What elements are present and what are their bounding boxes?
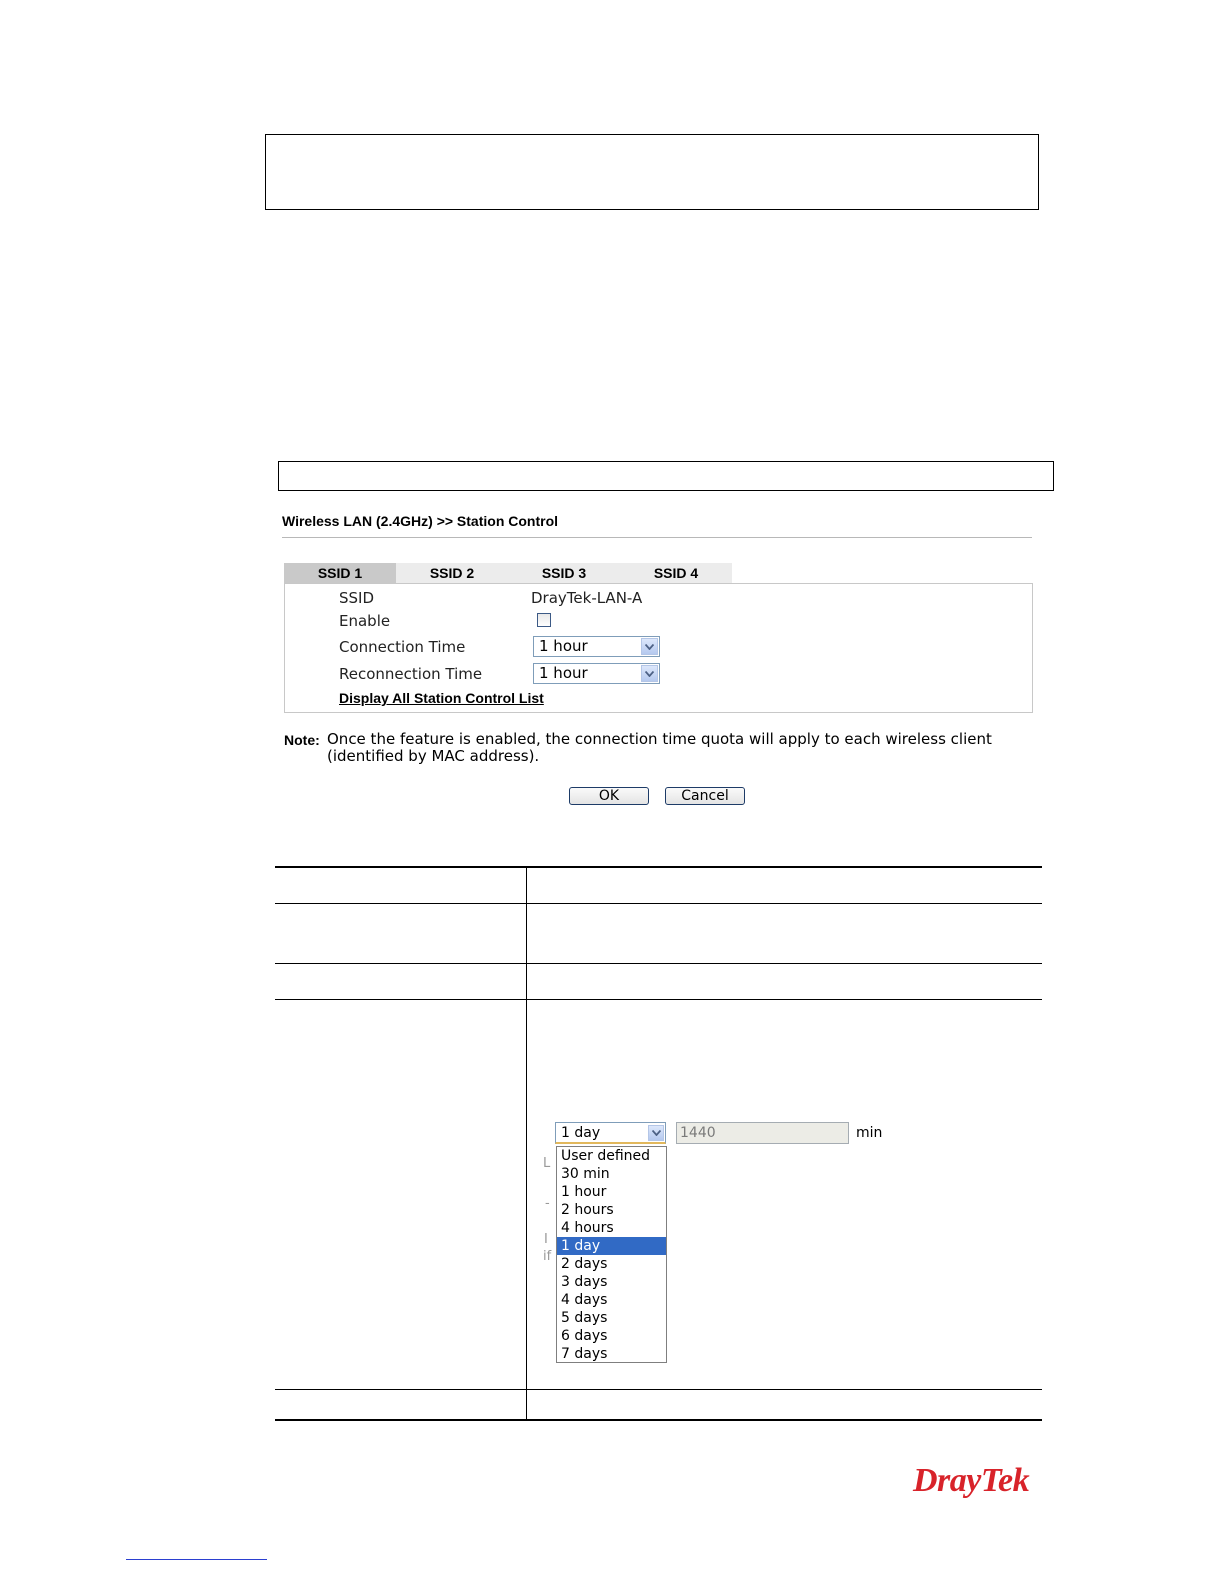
option-1-hour[interactable]: 1 hour [561, 1184, 607, 1200]
note-text: Once the feature is enabled, the connection time quota will apply to each wireless client (identified by MAC address). [327, 730, 992, 765]
option-2-days[interactable]: 2 days [561, 1256, 608, 1272]
option-user-defined[interactable]: User defined [561, 1148, 651, 1164]
obscured-text: if [543, 1249, 552, 1264]
reconnection-time-value: 1 hour [539, 664, 588, 682]
option-5-days[interactable]: 5 days [561, 1310, 608, 1326]
option-4-hours[interactable]: 4 hours [561, 1220, 614, 1236]
time-options-list[interactable] [556, 1146, 667, 1363]
enable-checkbox[interactable] [537, 613, 551, 627]
enable-label: Enable [339, 612, 391, 630]
option-6-days[interactable]: 6 days [561, 1328, 608, 1344]
chevron-down-icon [648, 1125, 664, 1141]
table-row-border [275, 963, 1042, 964]
tab-ssid-4[interactable]: SSID 4 [620, 563, 732, 584]
ssid-value: DrayTek-LAN-A [531, 589, 643, 607]
tab-ssid-3[interactable]: SSID 3 [508, 563, 620, 584]
option-30-min[interactable]: 30 min [561, 1166, 610, 1182]
minutes-input[interactable]: 1440 [676, 1122, 849, 1144]
option-3-days[interactable]: 3 days [561, 1274, 608, 1290]
time-select[interactable] [555, 1122, 666, 1144]
reconnection-time-label: Reconnection Time [339, 665, 483, 683]
table-row-border [275, 1389, 1042, 1390]
title-divider [282, 537, 1032, 538]
obscured-text: L [543, 1156, 551, 1171]
chevron-down-icon [641, 638, 658, 655]
reconnection-time-select[interactable] [533, 663, 660, 684]
chevron-down-icon [641, 665, 658, 682]
footer-link-underline [126, 1559, 267, 1560]
connection-time-value: 1 hour [539, 637, 588, 655]
tab-ssid-1[interactable]: SSID 1 [284, 563, 396, 584]
ok-button[interactable]: OK [569, 787, 649, 805]
top-info-box [265, 134, 1039, 210]
table-bottom-border [275, 1419, 1042, 1421]
connection-time-select[interactable] [533, 636, 660, 657]
connection-time-label: Connection Time [339, 638, 466, 656]
table-top-border [275, 866, 1042, 868]
ssid-tabs [284, 563, 732, 584]
option-7-days[interactable]: 7 days [561, 1346, 608, 1362]
obscured-text: I [544, 1232, 548, 1247]
time-select-value: 1 day [561, 1125, 601, 1141]
display-station-list-link[interactable]: Display All Station Control List [339, 690, 544, 706]
section-heading-box [278, 461, 1054, 491]
table-column-divider [526, 866, 527, 1421]
tab-ssid-2[interactable]: SSID 2 [396, 563, 508, 584]
obscured-text: - [545, 1196, 550, 1211]
page-title: Wireless LAN (2.4GHz) >> Station Control [282, 513, 559, 529]
option-2-hours[interactable]: 2 hours [561, 1202, 614, 1218]
table-row-border [275, 903, 1042, 904]
option-4-days[interactable]: 4 days [561, 1292, 608, 1308]
minutes-unit: min [856, 1125, 883, 1141]
option-1-day[interactable]: 1 day [557, 1237, 666, 1255]
note-label: Note: [284, 732, 320, 748]
draytek-logo: DrayTek [913, 1462, 1030, 1499]
cancel-button[interactable]: Cancel [665, 787, 745, 805]
table-row-border [275, 999, 1042, 1000]
ssid-label: SSID [339, 589, 375, 607]
